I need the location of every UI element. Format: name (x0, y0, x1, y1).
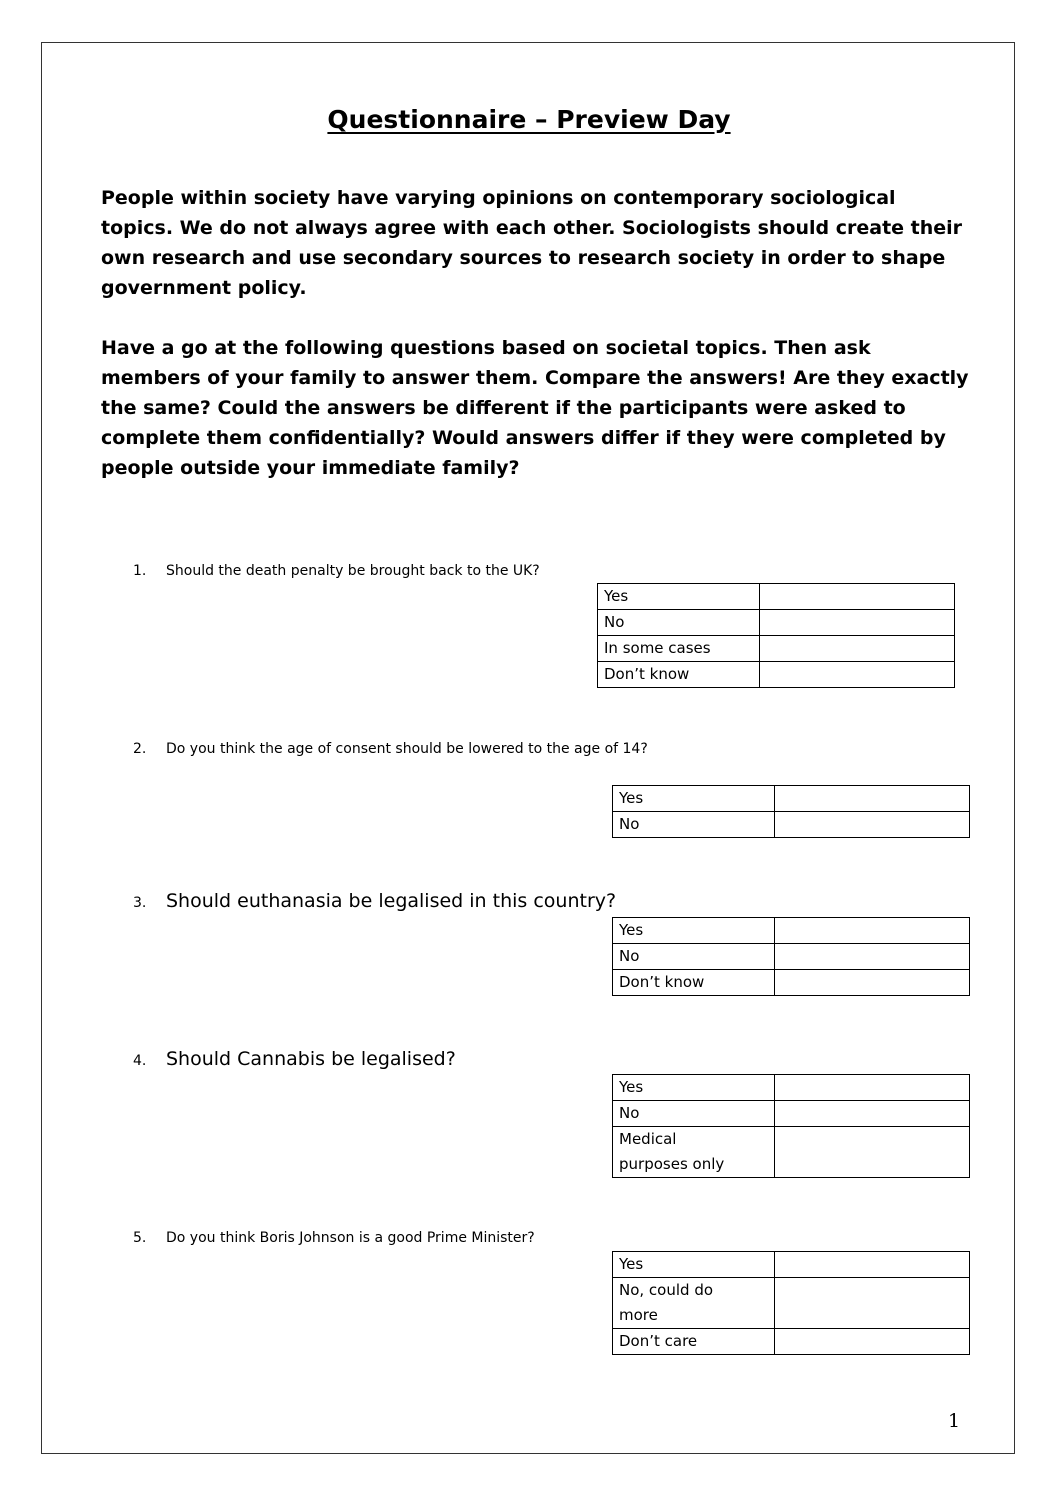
answer-cell[interactable] (775, 1075, 970, 1101)
table-row (613, 1329, 970, 1355)
answer-cell[interactable] (775, 970, 970, 996)
answer-cell[interactable] (775, 918, 970, 944)
table-row (613, 1252, 970, 1278)
option-label: Don’t care (613, 1329, 775, 1355)
option-label: No, could do more (613, 1278, 775, 1329)
table-row (598, 662, 955, 688)
page-title: Questionnaire – Preview Day (327, 105, 731, 134)
option-label: Yes (613, 918, 775, 944)
option-label: Don’t know (598, 662, 760, 688)
answer-cell[interactable] (775, 1127, 970, 1178)
answer-table-3 (612, 917, 970, 996)
answer-cell[interactable] (760, 662, 955, 688)
table-row (613, 918, 970, 944)
question-4 (133, 1048, 456, 1070)
answer-table-1 (597, 583, 955, 688)
option-label: Yes (613, 1075, 775, 1101)
option-label: No (613, 812, 775, 838)
question-number: 1. (133, 563, 147, 579)
option-label: No (613, 1101, 775, 1127)
answer-table-4 (612, 1074, 970, 1178)
question-number: 2. (133, 741, 147, 757)
table-row (598, 610, 955, 636)
table-row (613, 1278, 970, 1329)
question-text: Should the death penalty be brought back to the UK? (166, 563, 540, 579)
table-row (613, 944, 970, 970)
answer-cell[interactable] (760, 636, 955, 662)
option-label: No (613, 944, 775, 970)
option-label: Yes (613, 1252, 775, 1278)
question-5 (133, 1230, 535, 1246)
table-row (613, 812, 970, 838)
option-label: Medical purposes only (613, 1127, 775, 1178)
answer-table-5 (612, 1251, 970, 1355)
question-2 (133, 741, 648, 757)
page-number: 1 (948, 1410, 961, 1432)
answer-cell[interactable] (760, 584, 955, 610)
question-1 (133, 563, 540, 579)
option-label: In some cases (598, 636, 760, 662)
question-text: Should euthanasia be legalised in this country? (166, 890, 617, 912)
table-row (598, 584, 955, 610)
answer-cell[interactable] (775, 1329, 970, 1355)
table-row (613, 970, 970, 996)
table-row (613, 786, 970, 812)
table-row (613, 1127, 970, 1178)
question-number: 5. (133, 1230, 147, 1246)
answer-cell[interactable] (760, 610, 955, 636)
question-text: Do you think the age of consent should be lowered to the age of 14? (166, 741, 648, 757)
option-label: No (598, 610, 760, 636)
intro-paragraph-2: Have a go at the following questions based on societal topics. Then ask members of your family to answer them. Compare the answers! Are they exactly the same? Could the answers be different if the participants were asked to complete them confidentially? Would answers differ if they were completed by people outside your immediate family? (101, 337, 969, 479)
answer-cell[interactable] (775, 1278, 970, 1329)
table-row (613, 1101, 970, 1127)
answer-cell[interactable] (775, 1252, 970, 1278)
question-number: 4. (133, 1053, 147, 1069)
answer-cell[interactable] (775, 786, 970, 812)
option-label: Don’t know (613, 970, 775, 996)
question-3 (133, 890, 616, 912)
answer-cell[interactable] (775, 1101, 970, 1127)
answer-cell[interactable] (775, 812, 970, 838)
question-text: Do you think Boris Johnson is a good Prime Minister? (166, 1230, 535, 1246)
intro-paragraph-1: People within society have varying opinions on contemporary sociological topics. We do not always agree with each other. Sociologists should create their own research and use secondary sources to research society in order to shape government policy. (101, 187, 963, 299)
option-label: Yes (598, 584, 760, 610)
answer-table-2 (612, 785, 970, 838)
table-row (613, 1075, 970, 1101)
question-number: 3. (133, 895, 147, 911)
table-row (598, 636, 955, 662)
question-text: Should Cannabis be legalised? (166, 1048, 456, 1070)
answer-cell[interactable] (775, 944, 970, 970)
option-label: Yes (613, 786, 775, 812)
